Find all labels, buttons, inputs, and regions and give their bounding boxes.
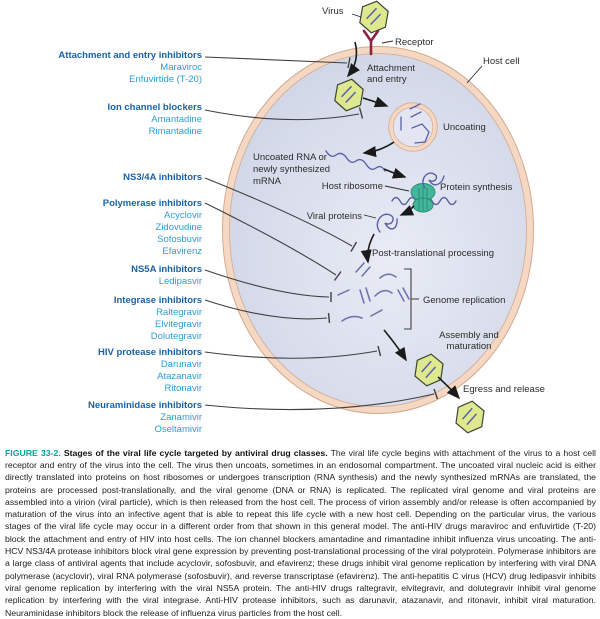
drug-class-heading: NS5A inhibitors	[131, 264, 202, 275]
drug-class-heading: Ion channel blockers	[107, 102, 202, 113]
drug-name: Enfuvirtide (T-20)	[129, 74, 202, 85]
assembly-maturation-label: Assembly and	[439, 330, 499, 341]
caption-title: Stages of the viral life cycle targeted by antiviral drug classes.	[63, 447, 328, 458]
drug-class-heading: Neuraminidase inhibitors	[87, 400, 202, 411]
drug-name: Sofosbuvir	[157, 234, 202, 245]
endosome	[389, 103, 437, 151]
protein-synthesis-label: Protein synthesis	[440, 182, 513, 193]
drug-name: Zidovudine	[155, 222, 202, 233]
genome-replication-label: Genome replication	[423, 295, 506, 306]
drug-name: Dolutegravir	[150, 331, 202, 342]
ribosome-icon	[411, 184, 435, 213]
uncoated-rna-label: Uncoated RNA or	[253, 152, 327, 163]
drug-class-hiv-protease	[98, 347, 202, 395]
uncoating-label: Uncoating	[443, 122, 486, 133]
viral-proteins-label: Viral proteins	[306, 211, 362, 222]
drug-class-polymerase	[103, 198, 202, 258]
drug-name: Zanamivir	[160, 412, 202, 423]
drug-class-heading: HIV protease inhibitors	[98, 347, 202, 358]
drug-class-heading: Integrase inhibitors	[113, 295, 202, 306]
drug-class-heading: Attachment and entry inhibitors	[58, 50, 202, 61]
drug-class-ns34a	[123, 172, 202, 184]
drug-name: Rimantadine	[148, 126, 202, 137]
drug-class-heading: Polymerase inhibitors	[102, 198, 202, 209]
drug-name: Raltegravir	[156, 307, 202, 318]
drug-name: Darunavir	[160, 359, 202, 370]
released-virus-icon	[455, 399, 485, 434]
uncoated-rna-label-2: newly synthesized	[253, 164, 331, 175]
drug-class-ion-channel	[108, 102, 203, 138]
host-ribosome-label: Host ribosome	[321, 181, 383, 192]
drug-class-heading: NS3/4A inhibitors	[123, 172, 202, 183]
virus-icon	[358, 0, 389, 35]
drug-name: Elvitegravir	[155, 319, 202, 330]
drug-name: Maraviroc	[160, 62, 202, 73]
drug-class-ns5a	[131, 264, 202, 288]
egress-release-label: Egress and release	[463, 384, 545, 395]
drug-name: Oseltamivir	[154, 424, 202, 435]
figure-number: FIGURE 33-2.	[5, 447, 61, 458]
drug-class-integrase	[114, 295, 202, 343]
uncoated-rna-label-3: mRNA	[253, 176, 281, 187]
drug-name: Ritonavir	[164, 383, 202, 394]
figure-caption	[5, 447, 596, 619]
drug-name: Amantadine	[151, 114, 202, 125]
post-translational-label: Post-translational processing	[372, 248, 494, 259]
attachment-entry-label: Attachment	[367, 63, 416, 74]
drug-name: Ledipasvir	[158, 276, 202, 287]
host-cell-label: Host cell	[483, 56, 520, 67]
drug-name: Acyclovir	[163, 210, 202, 221]
drug-name: Atazanavir	[157, 371, 202, 382]
drug-name: Efavirenz	[162, 246, 202, 257]
drug-class-neuraminidase	[88, 400, 202, 436]
attachment-entry-label-2: and entry	[367, 74, 407, 85]
receptor-label: Receptor	[395, 37, 434, 48]
virus-label: Virus	[322, 6, 344, 17]
drug-class-attachment-entry	[58, 50, 202, 86]
assembly-maturation-label-2: maturation	[446, 341, 492, 352]
caption-body: The viral life cycle begins with attachment of the virus to a host cell receptor and entry of the virus into the cell. The virus then uncoats, sometimes in an endosomal compartment. The uncoated viral nucleic acid is either directly translated into proteins on host ribosomes or undergoes transcription (RNA synthesis) and the newly synthesized mRNAs are translated, the proteins are processed post-translationally, and the viral genome (DNA or RNA) is replicated. The replicated viral genome and viral proteins are assembled into a virion (viral particle), which is then released from the host cell. The process of virion assembly and/or release is often accompanied by maturation of the virus into an infective agent that is able to repeat this life cycle with a new host cell. Depending on the particular virus, the various stages of the viral life cycle may occur in a different order from that shown in this general model. The anti-HIV drugs maraviroc and enfuvirtide (T-20) block the attachment and entry of HIV into host cells. The ion channel blockers amantadine and rimantadine inhibit influenza virus uncoating. The anti-HCV NS3/4A protease inhibitors block viral gene expression by preventing post-translational processing of the viral polyprotein. Polymerase inhibitors are a large class of antiviral agents that include acyclovir, sofosbuvir, and efavirenz; these drugs inhibit viral genome replication by interfering with viral DNA polymerase (acyclovir), viral RNA polymerase (sofosbuvir), and reverse transcriptase (efavirenz). The anti-hepatitis C virus (HCV) drug ledipasvir inhibits viral genome replication by interfering with the viral NS5A protein. The anti-HIV drugs raltegravir, elvitegravir, and dolutegravir inhibit viral genome replication by interfering with the viral integrase. Anti-HIV protease inhibitors, such as darunavir, atazanavir, and ritonavir, inhibit viral maturation. Neuraminidase inhibitors block the release of influenza virus particles from the host cell.	[5, 447, 596, 618]
